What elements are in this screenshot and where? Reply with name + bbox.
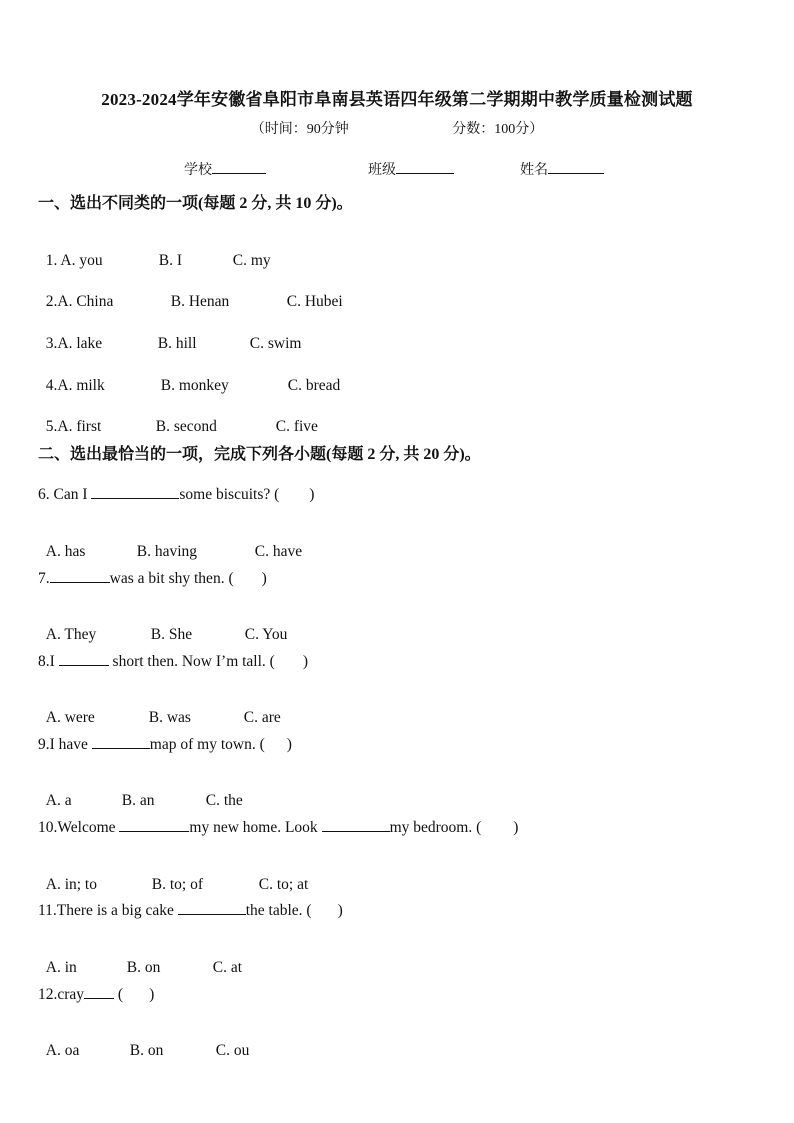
q4-option-b[interactable]: B. monkey xyxy=(160,377,229,394)
q9-stem-end: map of my town. ( xyxy=(149,736,265,753)
school-blank[interactable] xyxy=(212,159,266,174)
q12-option-a[interactable]: A. oa xyxy=(45,1042,80,1059)
question-3 xyxy=(38,317,301,353)
name-field[interactable] xyxy=(520,159,604,179)
q6-stem-start: 6. Can I xyxy=(38,486,92,503)
class-blank[interactable] xyxy=(396,159,454,174)
question-10-options xyxy=(38,858,308,894)
q1-option-c[interactable]: C. my xyxy=(232,252,271,269)
q2-option-c[interactable]: C. Hubei xyxy=(286,293,343,310)
q4-option-c[interactable]: C. bread xyxy=(287,377,341,394)
q9-option-b[interactable]: B. an xyxy=(121,792,155,809)
q12-paren-close: ) xyxy=(149,986,155,1003)
q5-option-a[interactable]: 5.A. first xyxy=(45,418,102,435)
q12-option-b[interactable]: B. on xyxy=(129,1042,164,1059)
q9-option-c[interactable]: C. the xyxy=(205,792,243,809)
exam-score: 分数：100分） xyxy=(452,122,544,137)
q8-blank[interactable] xyxy=(59,650,109,666)
q9-paren-close: ) xyxy=(286,736,292,753)
q3-option-b[interactable]: B. hill xyxy=(157,335,197,352)
q12-stem-end: ( xyxy=(114,986,124,1003)
school-field[interactable] xyxy=(184,159,266,179)
q8-stem-end: short then. Now I’m tall. ( xyxy=(108,653,275,670)
q7-stem-start: 7. xyxy=(38,570,50,587)
q5-option-b[interactable]: B. second xyxy=(155,418,217,435)
question-6-options xyxy=(38,525,302,561)
q6-option-a[interactable]: A. has xyxy=(45,543,86,560)
q12-stem-start: 12.cray xyxy=(38,986,85,1003)
q10-blank-1[interactable] xyxy=(119,816,189,832)
q11-stem-end: the table. ( xyxy=(245,902,312,919)
q10-paren-close: ) xyxy=(513,819,519,836)
q7-blank[interactable] xyxy=(50,567,110,583)
q11-option-a[interactable]: A. in xyxy=(45,959,77,976)
section1-heading: 一、选出不同类的一项(每题 2 分, 共 10 分)。 xyxy=(38,195,353,212)
question-1 xyxy=(38,234,271,270)
q10-stem-mid: my new home. Look xyxy=(189,819,322,836)
name-label: 姓名 xyxy=(520,163,548,178)
question-7 xyxy=(38,567,267,588)
q6-option-b[interactable]: B. having xyxy=(136,543,198,560)
q10-option-c[interactable]: C. to; at xyxy=(258,876,309,893)
question-5 xyxy=(38,400,318,436)
question-12-options xyxy=(38,1024,249,1060)
q10-option-b[interactable]: B. to; of xyxy=(151,876,203,893)
question-8 xyxy=(38,650,308,671)
q5-option-c[interactable]: C. five xyxy=(275,418,318,435)
q7-option-a[interactable]: A. They xyxy=(45,626,97,643)
q12-blank[interactable] xyxy=(84,983,114,999)
q6-blank[interactable] xyxy=(91,483,179,499)
class-field[interactable] xyxy=(368,159,454,179)
question-12 xyxy=(38,983,154,1004)
q7-stem-end: was a bit shy then. ( xyxy=(109,570,234,587)
question-9 xyxy=(38,733,292,754)
school-label: 学校 xyxy=(184,163,212,178)
q8-option-a[interactable]: A. were xyxy=(45,709,95,726)
question-10 xyxy=(38,816,518,837)
q11-stem-start: 11.There is a big cake xyxy=(38,902,178,919)
section2-heading: 二、选出最恰当的一项，完成下列各小题(每题 2 分, 共 20 分)。 xyxy=(38,446,481,463)
q8-option-c[interactable]: C. are xyxy=(243,709,281,726)
q3-option-c[interactable]: C. swim xyxy=(249,335,302,352)
q2-option-a[interactable]: 2.A. China xyxy=(45,293,114,310)
q11-paren-close: ) xyxy=(337,902,343,919)
question-9-options xyxy=(38,774,243,810)
question-4 xyxy=(38,359,340,395)
question-6 xyxy=(38,483,314,504)
q8-stem-start: 8.I xyxy=(38,653,59,670)
q9-option-a[interactable]: A. a xyxy=(45,792,72,809)
page-title: 2023-2024学年安徽省阜阳市阜南县英语四年级第二学期期中教学质量检测试题 xyxy=(101,90,693,109)
question-8-options xyxy=(38,691,281,727)
name-blank[interactable] xyxy=(548,159,604,174)
q6-option-c[interactable]: C. have xyxy=(254,543,303,560)
question-2 xyxy=(38,275,343,311)
question-11 xyxy=(38,899,343,920)
q9-stem-start: 9.I have xyxy=(38,736,92,753)
q8-option-b[interactable]: B. was xyxy=(148,709,191,726)
q7-option-b[interactable]: B. She xyxy=(150,626,193,643)
q1-option-a[interactable]: 1. A. you xyxy=(45,252,103,269)
q10-stem-start: 10.Welcome xyxy=(38,819,120,836)
q6-stem-end: some biscuits? ( xyxy=(179,486,280,503)
exam-time: （时间：90分钟 xyxy=(250,122,349,137)
q12-option-c[interactable]: C. ou xyxy=(215,1042,250,1059)
q4-option-a[interactable]: 4.A. milk xyxy=(45,377,105,394)
q7-option-c[interactable]: C. You xyxy=(244,626,288,643)
q10-option-a[interactable]: A. in; to xyxy=(45,876,97,893)
question-11-options xyxy=(38,941,242,977)
q11-blank[interactable] xyxy=(178,899,246,915)
q11-option-b[interactable]: B. on xyxy=(126,959,161,976)
class-label: 班级 xyxy=(368,163,396,178)
q7-paren-close: ) xyxy=(261,570,267,587)
q11-option-c[interactable]: C. at xyxy=(212,959,243,976)
q6-paren-close: ) xyxy=(309,486,315,503)
q3-option-a[interactable]: 3.A. lake xyxy=(45,335,103,352)
q9-blank[interactable] xyxy=(92,733,150,749)
exam-meta xyxy=(0,118,794,138)
q10-blank-2[interactable] xyxy=(322,816,390,832)
q2-option-b[interactable]: B. Henan xyxy=(170,293,230,310)
question-7-options xyxy=(38,608,287,644)
q8-paren-close: ) xyxy=(302,653,309,670)
q1-option-b[interactable]: B. I xyxy=(158,252,182,269)
q10-stem-end: my bedroom. ( xyxy=(389,819,482,836)
